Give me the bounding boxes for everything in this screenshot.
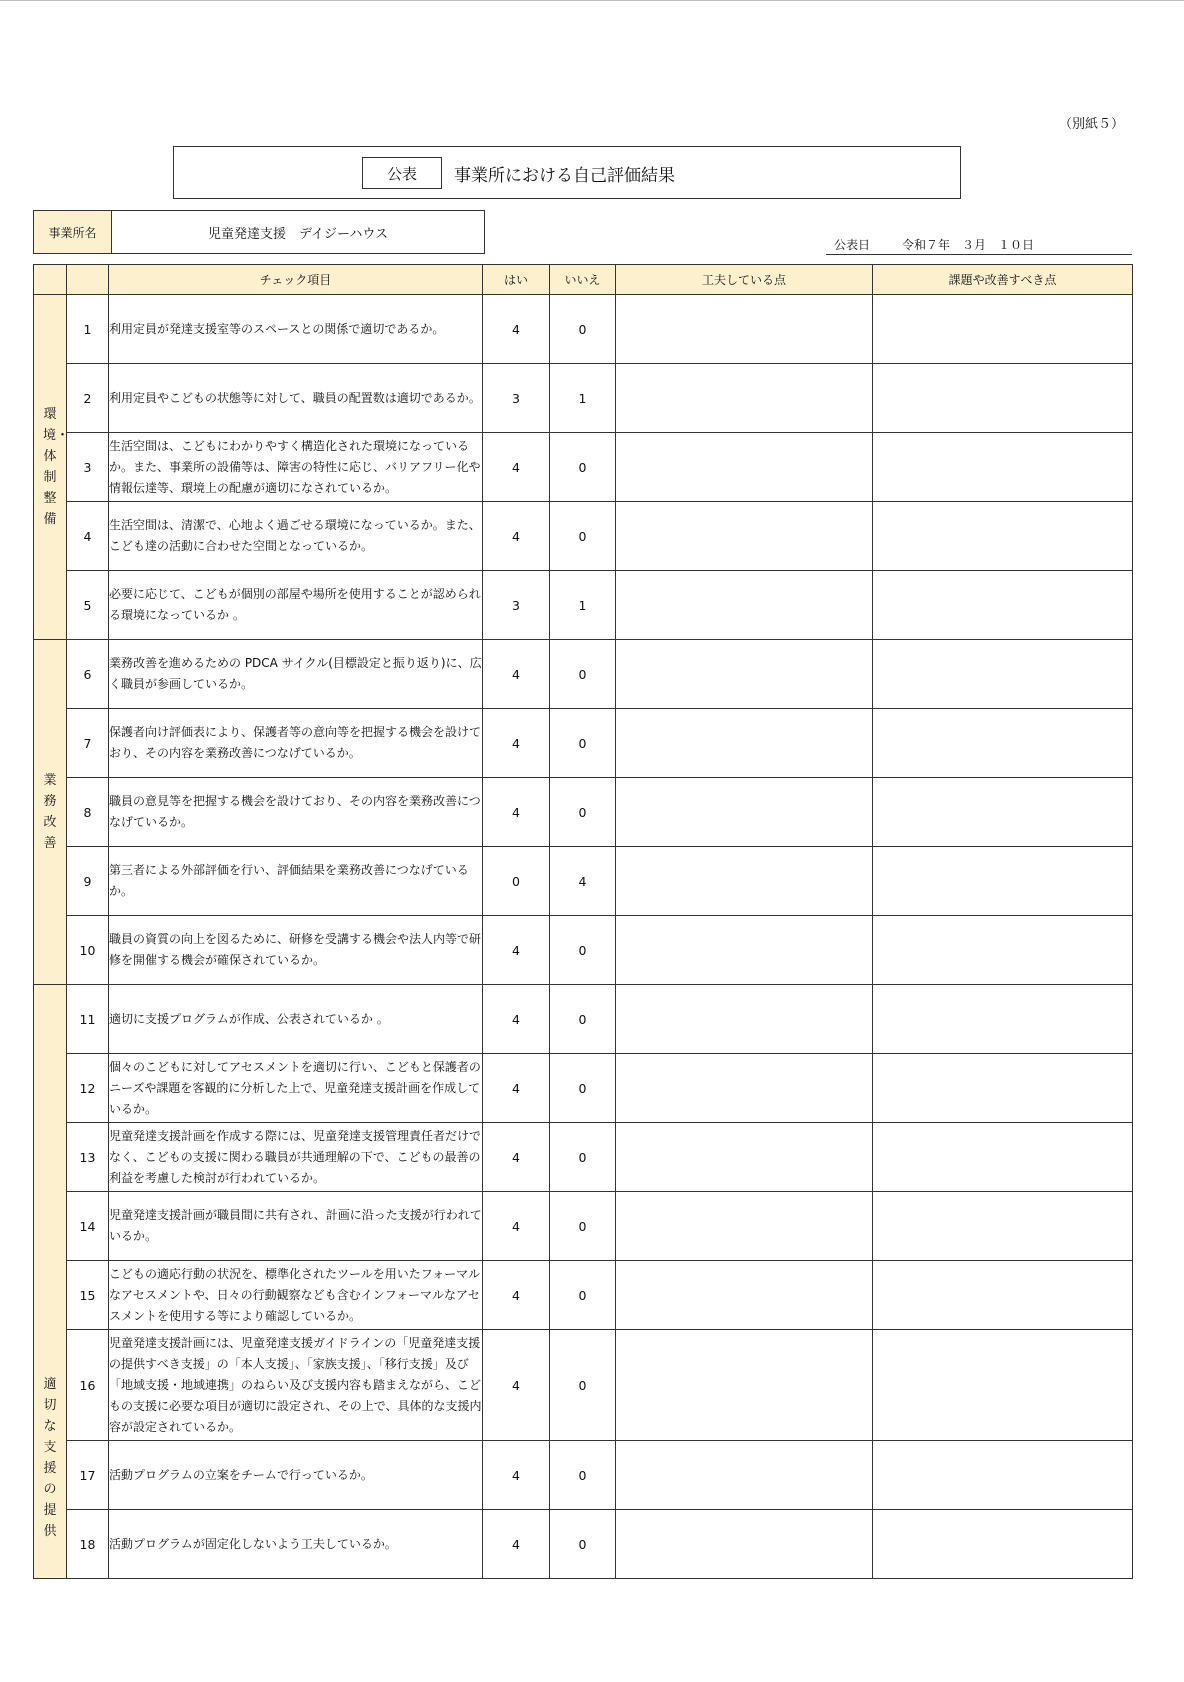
no-count: 0 — [550, 1261, 616, 1330]
ingenuity-cell[interactable] — [616, 364, 873, 433]
check-item-text: 業務改善を進めるための PDCA サイクル(目標設定と振り返り)に、広く職員が参画しているか。 — [109, 640, 483, 709]
ingenuity-cell[interactable] — [616, 709, 873, 778]
check-item-text: 児童発達支援計画が職員間に共有され、計画に沿った支援が行われているか。 — [109, 1192, 483, 1261]
check-item-text: 生活空間は、こどもにわかりやすく構造化された環境になっているか。また、事業所の設備等は、障害の特性に応じ、バリアフリー化や情報伝達等、環境上の配慮が適切になされているか。 — [109, 433, 483, 502]
issues-cell[interactable] — [873, 1054, 1133, 1123]
office-label: 事業所名 — [34, 211, 112, 253]
row-number: 6 — [67, 640, 109, 709]
check-item-text: 適切に支援プログラムが作成、公表されているか 。 — [109, 985, 483, 1054]
title-box — [173, 146, 961, 199]
table-row — [34, 1123, 1133, 1192]
issues-cell[interactable] — [873, 640, 1133, 709]
ingenuity-cell[interactable] — [616, 1510, 873, 1579]
ingenuity-cell[interactable] — [616, 295, 873, 364]
yes-count: 0 — [483, 847, 550, 916]
row-number: 3 — [67, 433, 109, 502]
check-item-text: 個々のこどもに対してアセスメントを適切に行い、こどもと保護者のニーズや課題を客観的に分析した上で、児童発達支援計画を作成しているか。 — [109, 1054, 483, 1123]
row-number: 11 — [67, 985, 109, 1054]
yes-count: 3 — [483, 364, 550, 433]
publication-tag: 公表 — [362, 157, 442, 189]
issues-cell[interactable] — [873, 1261, 1133, 1330]
yes-count: 4 — [483, 1054, 550, 1123]
row-number: 7 — [67, 709, 109, 778]
issues-cell[interactable] — [873, 778, 1133, 847]
ingenuity-cell[interactable] — [616, 571, 873, 640]
row-number: 18 — [67, 1510, 109, 1579]
table-row — [34, 1261, 1133, 1330]
issues-cell[interactable] — [873, 571, 1133, 640]
ingenuity-cell[interactable] — [616, 985, 873, 1054]
issues-cell[interactable] — [873, 1123, 1133, 1192]
check-item-text: 活動プログラムが固定化しないよう工夫しているか。 — [109, 1510, 483, 1579]
header-issues: 課題や改善すべき点 — [873, 265, 1133, 295]
table-row — [34, 1192, 1133, 1261]
issues-cell[interactable] — [873, 1192, 1133, 1261]
ingenuity-cell[interactable] — [616, 1054, 873, 1123]
no-count: 1 — [550, 571, 616, 640]
header-no: いいえ — [550, 265, 616, 295]
header-number — [67, 265, 109, 295]
yes-count: 4 — [483, 1441, 550, 1510]
ingenuity-cell[interactable] — [616, 847, 873, 916]
no-count: 0 — [550, 1054, 616, 1123]
check-item-text: 第三者による外部評価を行い、評価結果を業務改善につなげているか。 — [109, 847, 483, 916]
issues-cell[interactable] — [873, 364, 1133, 433]
no-count: 4 — [550, 847, 616, 916]
row-number: 15 — [67, 1261, 109, 1330]
table-row — [34, 364, 1133, 433]
row-number: 4 — [67, 502, 109, 571]
yes-count: 3 — [483, 571, 550, 640]
category-cell — [34, 295, 70, 640]
category-cell — [34, 640, 67, 985]
yes-count: 4 — [483, 1261, 550, 1330]
issues-cell[interactable] — [873, 1330, 1133, 1441]
table-row — [34, 847, 1133, 916]
check-item-text: 職員の意見等を把握する機会を設けており、その内容を業務改善につなげているか。 — [109, 778, 483, 847]
yes-count: 4 — [483, 778, 550, 847]
row-number: 14 — [67, 1192, 109, 1261]
issues-cell[interactable] — [873, 916, 1133, 985]
ingenuity-cell[interactable] — [616, 1441, 873, 1510]
no-count: 0 — [550, 433, 616, 502]
row-number: 13 — [67, 1123, 109, 1192]
table-row — [34, 1054, 1133, 1123]
ingenuity-cell[interactable] — [616, 640, 873, 709]
ingenuity-cell[interactable] — [616, 1261, 873, 1330]
check-item-text: こどもの適応行動の状況を、標準化されたツールを用いたフォーマルなアセスメントや、日々の行動観察なども含むインフォーマルなアセスメントを使用する等により確認しているか。 — [109, 1261, 483, 1330]
no-count: 0 — [550, 1123, 616, 1192]
check-item-text: 職員の資質の向上を図るために、研修を受講する機会や法人内等で研修を開催する機会が確保されているか。 — [109, 916, 483, 985]
header-yes: はい — [483, 265, 550, 295]
header-ingenuity: 工夫している点 — [616, 265, 873, 295]
table-row — [34, 433, 1133, 502]
issues-cell[interactable] — [873, 295, 1133, 364]
office-name-box — [33, 210, 485, 254]
issues-cell[interactable] — [873, 709, 1133, 778]
table-row — [34, 985, 1133, 1054]
ingenuity-cell[interactable] — [616, 1330, 873, 1441]
office-name: 児童発達支援 デイジーハウス — [207, 226, 389, 242]
no-count: 1 — [550, 364, 616, 433]
table-row — [34, 502, 1133, 571]
table-row — [34, 295, 1133, 364]
issues-cell[interactable] — [873, 985, 1133, 1054]
row-number: 17 — [67, 1441, 109, 1510]
checklist-table — [33, 264, 1133, 1579]
table-row — [34, 1441, 1133, 1510]
ingenuity-cell[interactable] — [616, 433, 873, 502]
table-row — [34, 640, 1133, 709]
yes-count: 4 — [483, 916, 550, 985]
category-cell — [34, 985, 67, 1579]
check-item-text: 活動プログラムの立案をチームで行っているか。 — [109, 1441, 483, 1510]
no-count: 0 — [550, 916, 616, 985]
check-item-text: 必要に応じて、こどもが個別の部屋や場所を使用することが認められる環境になっているか 。 — [109, 571, 483, 640]
publish-date-value: 令和７年 ３月 １０日 — [902, 238, 1035, 252]
page-top-border — [0, 0, 1184, 1]
yes-count: 4 — [483, 640, 550, 709]
row-number: 12 — [67, 1054, 109, 1123]
category-label: 適切な支援の提供 — [43, 1377, 57, 1539]
issues-cell[interactable] — [873, 502, 1133, 571]
table-row — [34, 1330, 1133, 1441]
no-count: 0 — [550, 1510, 616, 1579]
no-count: 0 — [550, 985, 616, 1054]
table-row — [34, 571, 1133, 640]
table-header-row — [34, 265, 1133, 295]
no-count: 0 — [550, 295, 616, 364]
check-item-text: 生活空間は、清潔で、心地よく過ごせる環境になっているか。また、こども達の活動に合わせた空間となっているか。 — [109, 502, 483, 571]
check-item-text: 利用定員やこどもの状態等に対して、職員の配置数は適切であるか。 — [109, 364, 483, 433]
page-title: 事業所における自己評価結果 — [454, 166, 675, 186]
header-category — [34, 265, 67, 295]
publish-date — [826, 232, 1132, 255]
yes-count: 4 — [483, 502, 550, 571]
issues-cell[interactable] — [873, 1441, 1133, 1510]
row-number: 9 — [67, 847, 109, 916]
row-number: 1 — [67, 295, 109, 364]
annex-label: （別紙５） — [1058, 117, 1124, 132]
yes-count: 4 — [483, 1330, 550, 1441]
issues-cell[interactable] — [873, 847, 1133, 916]
no-count: 0 — [550, 778, 616, 847]
row-number: 5 — [67, 571, 109, 640]
ingenuity-cell[interactable] — [616, 778, 873, 847]
yes-count: 4 — [483, 985, 550, 1054]
table-row — [34, 778, 1133, 847]
header-check-item: チェック項目 — [109, 265, 483, 295]
yes-count: 4 — [483, 1123, 550, 1192]
table-row — [34, 1510, 1133, 1579]
no-count: 0 — [550, 640, 616, 709]
yes-count: 4 — [483, 1192, 550, 1261]
no-count: 0 — [550, 502, 616, 571]
publish-date-label: 公表日 — [834, 238, 871, 252]
ingenuity-cell[interactable] — [616, 1123, 873, 1192]
row-number: 8 — [67, 778, 109, 847]
check-item-text: 保護者向け評価表により、保護者等の意向等を把握する機会を設けており、その内容を業務改善につなげているか。 — [109, 709, 483, 778]
yes-count: 4 — [483, 433, 550, 502]
row-number: 10 — [67, 916, 109, 985]
issues-cell[interactable] — [873, 1510, 1133, 1579]
check-item-text: 児童発達支援計画には、児童発達支援ガイドラインの「児童発達支援の提供すべき支援」の「本人支援」、「家族支援」、「移行支援」及び「地域支援・地域連携」のねらい及び支援内容も踏まえながら、こどもの支援に必要な項目が適切に設定され、その上で、具体的な支援内容が設定されているか。 — [109, 1330, 483, 1441]
check-item-text: 児童発達支援計画を作成する際には、児童発達支援管理責任者だけでなく、こどもの支援に関わる職員が共通理解の下で、こどもの最善の利益を考慮した検討が行われているか。 — [109, 1123, 483, 1192]
yes-count: 4 — [483, 1510, 550, 1579]
category-label: 環境・体制整備 — [43, 407, 70, 527]
table-row — [34, 916, 1133, 985]
yes-count: 4 — [483, 295, 550, 364]
category-label: 業務改善 — [43, 773, 57, 851]
yes-count: 4 — [483, 709, 550, 778]
no-count: 0 — [550, 1441, 616, 1510]
table-row — [34, 709, 1133, 778]
no-count: 0 — [550, 709, 616, 778]
row-number: 2 — [67, 364, 109, 433]
no-count: 0 — [550, 1330, 616, 1441]
ingenuity-cell[interactable] — [616, 1192, 873, 1261]
issues-cell[interactable] — [873, 433, 1133, 502]
ingenuity-cell[interactable] — [616, 916, 873, 985]
ingenuity-cell[interactable] — [616, 502, 873, 571]
check-item-text: 利用定員が発達支援室等のスペースとの関係で適切であるか。 — [109, 295, 483, 364]
no-count: 0 — [550, 1192, 616, 1261]
row-number: 16 — [67, 1330, 109, 1441]
